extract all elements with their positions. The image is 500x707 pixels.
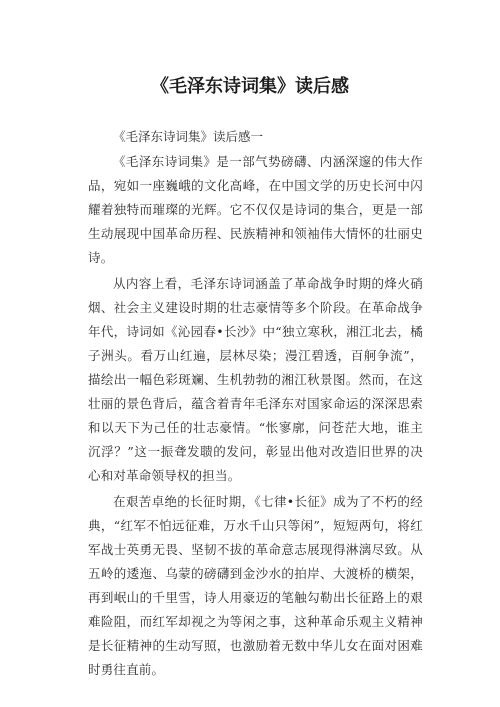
paragraph-intro: 《毛泽东诗词集》是一部气势磅礴、内涵深邃的伟大作品，宛如一座巍峨的文化高峰，在中国文学的历史长河中闪耀着独特而璀璨的光辉。它不仅仅是诗词的集合，更是一部生动展现中国革命历程、民族精神和领袖伟大情怀的壮丽史诗。 xyxy=(88,154,423,265)
document-title: 《毛泽东诗词集》读后感 xyxy=(151,76,349,97)
document-body xyxy=(88,126,423,684)
paragraph-content-analysis: 从内容上看，毛泽东诗词涵盖了革命战争时期的烽火硝烟、社会主义建设时期的壮志豪情等多个阶段。在革命战争年代，诗词如《沁园春•长沙》中“独立寒秋，湘江北去，橘子洲头。看万山红遍，层林尽染；漫江碧透，百舸争流”，描绘出一幅色彩斑斓、生机勃勃的湘江秋景图。然而，在这壮丽的景色背后，蕴含着青年毛泽东对国家命运的深深思索和以天下为己任的壮志豪情。“怅寥廓，问苍茫大地，谁主沉浮？”这一振聋发聩的发问，彰显出他对改造旧世界的决心和对革命领导权的担当。 xyxy=(88,276,423,483)
paragraph-long-march: 在艰苦卓绝的长征时期，《七律•长征》成为了不朽的经典，“红军不怕远征难，万水千山只等闲”，短短两句，将红军战士英勇无畏、坚韧不拔的革命意志展现得淋漓尽致。从五岭的逶迤、乌蒙的磅礴到金沙水的拍岸、大渡桥的横架，再到岷山的千里雪，诗人用豪迈的笔触勾勒出长征路上的艰难险阻，而红军却视之为等闲之事，这种革命乐观主义精神是长征精神的生动写照，也激励着无数中华儿女在面对困难时勇往直前。 xyxy=(88,494,423,677)
section-heading: 《毛泽东诗词集》读后感一 xyxy=(113,129,264,144)
